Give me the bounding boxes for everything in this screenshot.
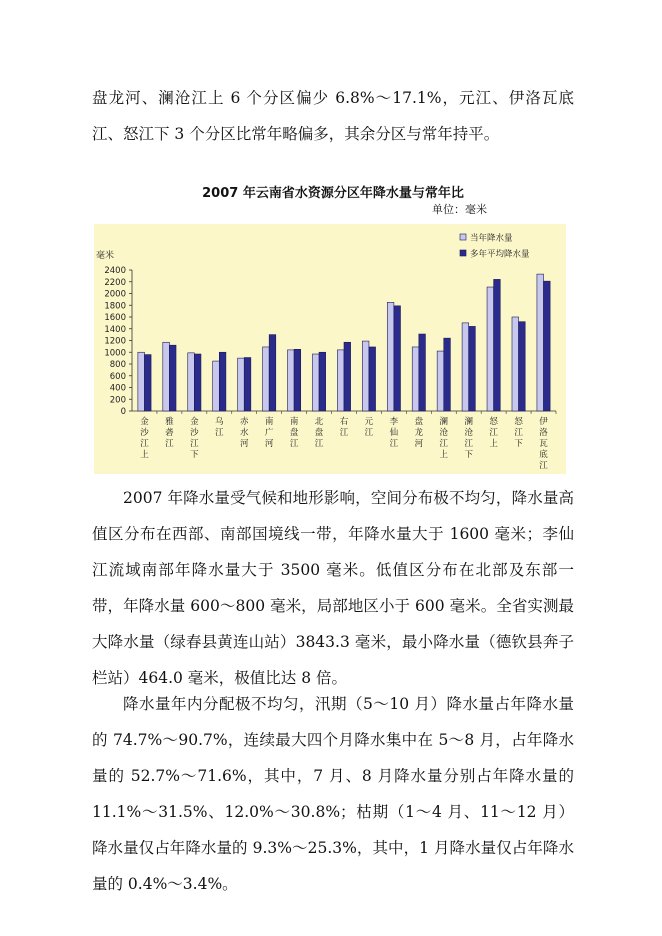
bar-multi-year-average [269, 335, 276, 411]
bar-multi-year-average [344, 342, 351, 411]
y-tick-label: 1000 [104, 348, 126, 359]
legend-swatch [460, 250, 466, 256]
chart-title: 2007 年云南省水资源分区年降水量与常年比 [202, 186, 464, 201]
x-tick-label-char: 水 [239, 428, 249, 438]
x-tick-label-char: 江 [364, 428, 374, 438]
bar-current-year [138, 352, 145, 411]
bar-current-year [213, 361, 220, 411]
paragraph-2: 2007 年降水量受气候和地形影响，空间分布极不均匀，降水量高值区分布在西部、南部国境线一带，年降水量大于 1600 毫米；李仙江流域南部年降水量大于 3500 毫米。低值区分布在北部及东部一带，年降水量 600～800 毫米，局部地区小于 600 毫米。全省实测最大降水量（绿春县黄连山站）3843.3 毫米，最小降水量（德钦县奔子栏站）464.0 毫米，极值比达 8 倍。 [92, 489, 574, 687]
bar-multi-year-average [469, 326, 476, 411]
legend-label: 多年平均降水量 [470, 249, 530, 260]
bar-multi-year-average [444, 338, 451, 411]
bar-current-year [362, 341, 369, 411]
x-tick-label-char: 江 [314, 439, 324, 449]
y-tick-label: 1400 [104, 324, 126, 335]
bar-current-year [163, 342, 170, 411]
x-tick-label-char: 澜 [464, 417, 473, 427]
paragraph-3: 降水量年内分配极不均匀，汛期（5～10 月）降水量占年降水量的 74.7%～90.7%，连续最大四个月降水集中在 5～8 月，占年降水量的 52.7%～71.6%，其中，7 月、8 月降水量分别占年降水量的 11.1%～31.5%、12.0%～30.8%；枯期（1～4 月、11～12 月）降水量仅占年降水量的 9.3%～25.3%，其中，1 月降水量仅占年降水量的 0.4%～3.4%。 [92, 695, 574, 893]
bar-multi-year-average [544, 281, 551, 411]
x-tick-label-char: 雅 [165, 417, 174, 427]
y-tick-label: 200 [109, 395, 126, 406]
bar-current-year [537, 274, 544, 411]
bar-multi-year-average [294, 349, 301, 411]
bar-current-year [512, 317, 519, 411]
x-tick-label-char: 下 [464, 450, 473, 460]
bar-current-year [487, 287, 494, 411]
x-tick-label-char: 沙 [140, 428, 149, 438]
x-tick-label-char: 仙 [389, 428, 399, 438]
x-tick-label-char: 怒 [514, 417, 523, 427]
paragraph-1: 盘龙河、澜沧江上 6 个分区偏少 6.8%～17.1%，元江、伊洛瓦底江、怒江下 3 个分区比常年略偏多，其余分区与常年持平。 [92, 89, 574, 143]
bar-current-year [462, 323, 469, 411]
x-tick-label-char: 底 [539, 450, 548, 460]
x-tick-label-char: 伊 [539, 417, 548, 427]
bar-multi-year-average [244, 358, 251, 411]
chart-unit-label: 单位：毫米 [432, 203, 487, 216]
x-tick-label-char: 沧 [464, 428, 473, 438]
y-tick-label: 2200 [104, 277, 126, 288]
x-tick-label-char: 河 [414, 439, 424, 449]
bar-multi-year-average [419, 334, 426, 411]
x-tick-label-char: 金 [190, 417, 199, 427]
bar-current-year [188, 353, 195, 411]
x-tick-label-char: 下 [190, 450, 199, 460]
x-tick-label-char: 江 [339, 428, 349, 438]
x-tick-label-char: 江 [439, 439, 449, 449]
bar-multi-year-average [169, 345, 176, 411]
bar-multi-year-average [144, 355, 151, 411]
chart-area [94, 224, 566, 474]
x-tick-label-char: 南 [264, 417, 274, 427]
bar-current-year [337, 350, 344, 411]
x-tick-label-char: 下 [514, 439, 523, 449]
bar-current-year [238, 358, 245, 411]
x-tick-label-char: 乌 [215, 417, 224, 427]
x-tick-label-char: 江 [289, 439, 299, 449]
legend-label: 当年降水量 [470, 233, 513, 244]
x-tick-label-char: 沧 [439, 428, 449, 438]
bar-multi-year-average [194, 354, 201, 411]
x-tick-label-char: 盘 [414, 417, 424, 427]
x-tick-label-char: 盘 [289, 428, 299, 438]
y-tick-label: 1600 [104, 313, 126, 323]
bar-current-year [288, 350, 295, 411]
x-tick-label-char: 怒 [489, 417, 498, 427]
y-tick-label: 0 [120, 407, 126, 417]
bar-multi-year-average [219, 352, 226, 411]
x-tick-label-char: 沙 [190, 428, 199, 438]
bar-current-year [263, 347, 270, 411]
x-tick-label-char: 上 [489, 439, 498, 449]
bar-multi-year-average [519, 322, 526, 411]
bar-chart [94, 224, 566, 474]
x-tick-label-char: 洛 [539, 428, 548, 438]
y-tick-label: 1200 [104, 336, 126, 347]
x-tick-label-char: 澜 [439, 417, 449, 427]
x-tick-label-char: 河 [264, 439, 274, 449]
bar-current-year [312, 354, 319, 411]
y-tick-label: 1800 [104, 301, 126, 312]
x-tick-label-char: 瓦 [539, 439, 548, 449]
x-tick-label-char: 江 [389, 439, 399, 449]
bar-multi-year-average [319, 352, 326, 411]
y-axis-label: 毫米 [96, 251, 115, 261]
y-tick-label: 2000 [104, 289, 126, 300]
x-tick-label-char: 江 [539, 461, 548, 471]
x-tick-label-char: 河 [239, 439, 249, 449]
bar-current-year [412, 347, 419, 411]
x-tick-label-char: 江 [215, 428, 224, 438]
y-tick-label: 800 [109, 360, 126, 370]
x-tick-label-char: 盘 [314, 428, 324, 438]
x-tick-label-char: 金 [140, 417, 149, 427]
x-tick-label-char: 赤 [239, 417, 249, 427]
bar-multi-year-average [369, 347, 376, 411]
x-tick-label-char: 广 [264, 428, 274, 438]
bar-multi-year-average [394, 306, 401, 411]
x-tick-label-char: 上 [439, 450, 449, 460]
x-tick-label-char: 江 [464, 439, 473, 449]
x-tick-label-char: 江 [190, 439, 199, 449]
x-tick-label-char: 龙 [414, 428, 424, 438]
x-tick-label-char: 右 [339, 417, 349, 427]
y-tick-label: 600 [109, 371, 126, 382]
x-tick-label-char: 江 [165, 439, 174, 449]
x-tick-label-char: 北 [314, 417, 324, 427]
x-tick-label-char: 上 [140, 450, 149, 460]
x-tick-label-char: 江 [140, 439, 149, 449]
x-tick-label-char: 南 [289, 417, 299, 427]
legend-swatch [460, 234, 466, 240]
y-tick-label: 400 [109, 383, 126, 394]
x-tick-label-char: 砻 [165, 428, 174, 438]
bar-current-year [387, 302, 394, 411]
bar-multi-year-average [494, 279, 501, 411]
x-tick-label-char: 元 [364, 417, 374, 427]
x-tick-label-char: 李 [389, 417, 399, 427]
x-tick-label-char: 江 [489, 428, 498, 438]
x-tick-label-char: 江 [514, 428, 523, 438]
bar-current-year [437, 351, 444, 411]
y-tick-label: 2400 [104, 266, 126, 276]
